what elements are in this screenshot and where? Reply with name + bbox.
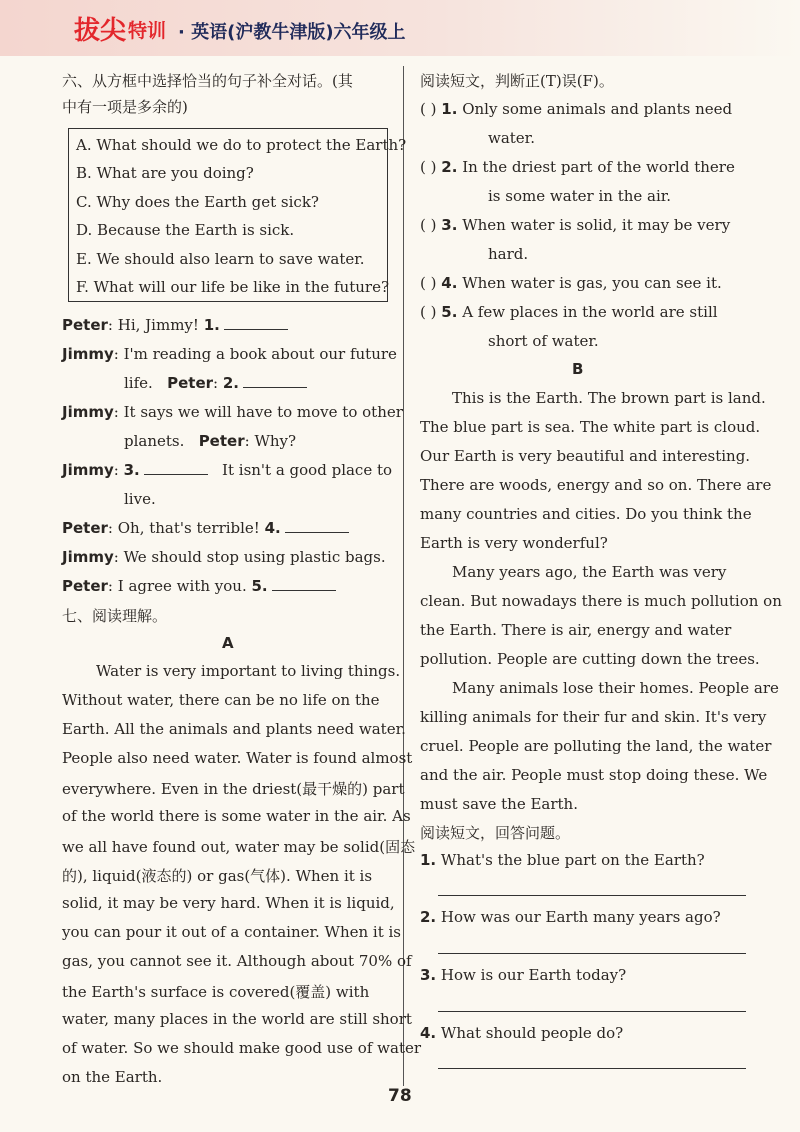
passage-b-line: Our Earth is very beautiful and interesting. — [420, 447, 751, 465]
section7-title: 七、阅读理解。 — [62, 607, 168, 625]
passage-b-line: pollution. People are cutting down the trees. — [420, 650, 760, 668]
answer-line-4[interactable] — [438, 1068, 746, 1069]
passage-a-line: gas, you cannot see it. Although about 70% of — [62, 952, 412, 970]
answer-line-2[interactable] — [438, 953, 746, 954]
tf-item-3: ( ) 3. When water is solid, it may be very — [420, 216, 731, 234]
passage-b-line: This is the Earth. The brown part is land. — [452, 389, 766, 407]
passage-a-line: Earth. All the animals and plants need water. — [62, 720, 406, 738]
question-2: 2. How was our Earth many years ago? — [420, 908, 721, 926]
option-b: B. What are you doing? — [76, 164, 254, 182]
page-header — [0, 0, 800, 56]
tf-title: 阅读短文，判断正(T)误(F)。 — [420, 72, 614, 90]
passage-a-line: Water is very important to living things. — [96, 662, 401, 680]
passage-b-line: Many years ago, the Earth was very — [452, 563, 727, 581]
passage-b-line: many countries and cities. Do you think the — [420, 505, 752, 523]
passage-a-line: solid, it may be very hard. When it is liquid, — [62, 894, 395, 912]
passage-a-line: we all have found out, water may be solid(固态 — [62, 838, 416, 856]
passage-b-line: the Earth. There is air, energy and water — [420, 621, 732, 639]
passage-b-line: cruel. People are polluting the land, the water — [420, 737, 772, 755]
tf-item-1-cont: water. — [488, 129, 535, 147]
dialogue-line-1: Peter: Hi, Jimmy! 1. — [62, 316, 288, 334]
passage-a-line: everywhere. Even in the driest(最干燥的) part — [62, 780, 405, 798]
option-a: A. What should we do to protect the Earth? — [76, 136, 407, 154]
passage-a-line: of water. So we should make good use of water — [62, 1039, 422, 1057]
answer-line-3[interactable] — [438, 1011, 746, 1012]
dialogue-line-2: Jimmy: I'm reading a book about our future — [62, 345, 397, 363]
blank-1[interactable] — [224, 317, 288, 330]
answer-paren[interactable]: ( ) — [420, 158, 437, 176]
passage-b-line: The blue part is sea. The white part is cloud. — [420, 418, 761, 436]
passage-b-line: Many animals lose their homes. People are — [452, 679, 779, 697]
dialogue-line-6: Jimmy: 3. It isn't a good place to — [62, 461, 393, 479]
option-d: D. Because the Earth is sick. — [76, 221, 295, 239]
option-e: E. We should also learn to save water. — [76, 250, 365, 268]
passage-a-title: A — [222, 634, 234, 652]
passage-a-line: Without water, there can be no life on the — [62, 691, 380, 709]
brand-title: 拔尖 — [74, 16, 127, 46]
brand-subtitle: 特训 — [128, 20, 167, 42]
dialogue-line-3: life. Peter: 2. — [124, 374, 307, 392]
tf-item-2: ( ) 2. In the driest part of the world there — [420, 158, 735, 176]
blank-2[interactable] — [243, 375, 307, 388]
passage-b-title: B — [572, 360, 584, 378]
option-f: F. What will our life be like in the future? — [76, 278, 389, 296]
passage-b-line: clean. But nowadays there is much pollution on — [420, 592, 782, 610]
passage-a-line: water, many places in the world are still short — [62, 1010, 412, 1028]
tf-item-4: ( ) 4. When water is gas, you can see it. — [420, 274, 722, 292]
answer-line-1[interactable] — [438, 895, 746, 896]
section6-title-line2: 中有一项是多余的) — [62, 98, 188, 116]
series-title: · 英语(沪教牛津版)六年级上 — [178, 22, 406, 43]
options-box — [68, 128, 388, 302]
answer-paren[interactable]: ( ) — [420, 100, 437, 118]
passage-a-line: 的), liquid(液态的) or gas(气体). When it is — [62, 867, 373, 885]
blank-3[interactable] — [144, 462, 208, 475]
column-divider — [403, 66, 404, 1086]
answer-paren[interactable]: ( ) — [420, 216, 437, 234]
passage-a-line: the Earth's surface is covered(覆盖) with — [62, 983, 370, 1001]
tf-item-2-cont: is some water in the air. — [488, 187, 672, 205]
passage-a-line: on the Earth. — [62, 1068, 163, 1086]
blank-5[interactable] — [272, 578, 336, 591]
tf-item-5: ( ) 5. A few places in the world are still — [420, 303, 718, 321]
passage-b-line: and the air. People must stop doing these. We — [420, 766, 768, 784]
option-c: C. Why does the Earth get sick? — [76, 193, 319, 211]
answer-paren[interactable]: ( ) — [420, 274, 437, 292]
page-number: 78 — [388, 1086, 412, 1106]
dialogue-line-5: planets. Peter: Why? — [124, 432, 297, 450]
tf-item-5-cont: short of water. — [488, 332, 599, 350]
passage-b-line: must save the Earth. — [420, 795, 578, 813]
passage-b-line: Earth is very wonderful? — [420, 534, 608, 552]
qa-title: 阅读短文，回答问题。 — [420, 824, 571, 842]
tf-item-3-cont: hard. — [488, 245, 529, 263]
passage-b-line: There are woods, energy and so on. There are — [420, 476, 772, 494]
tf-item-1: ( ) 1. Only some animals and plants need — [420, 100, 733, 118]
dialogue-line-4: Jimmy: It says we will have to move to other — [62, 403, 403, 421]
section6-title-line1: 六、从方框中选择恰当的句子补全对话。(其 — [62, 72, 353, 90]
dialogue-line-8: Peter: Oh, that's terrible! 4. — [62, 519, 349, 537]
dialogue-line-9: Jimmy: We should stop using plastic bags. — [62, 548, 386, 566]
question-1: 1. What's the blue part on the Earth? — [420, 851, 705, 869]
question-3: 3. How is our Earth today? — [420, 966, 627, 984]
dialogue-line-10: Peter: I agree with you. 5. — [62, 577, 336, 595]
passage-a-line: of the world there is some water in the air. As — [62, 807, 411, 825]
question-4: 4. What should people do? — [420, 1024, 624, 1042]
passage-b-line: killing animals for their fur and skin. It's very — [420, 708, 767, 726]
passage-a-line: you can pour it out of a container. When it is — [62, 923, 402, 941]
blank-4[interactable] — [285, 520, 349, 533]
dialogue-line-7: live. — [124, 490, 156, 508]
answer-paren[interactable]: ( ) — [420, 303, 437, 321]
passage-a-line: People also need water. Water is found almost — [62, 749, 413, 767]
